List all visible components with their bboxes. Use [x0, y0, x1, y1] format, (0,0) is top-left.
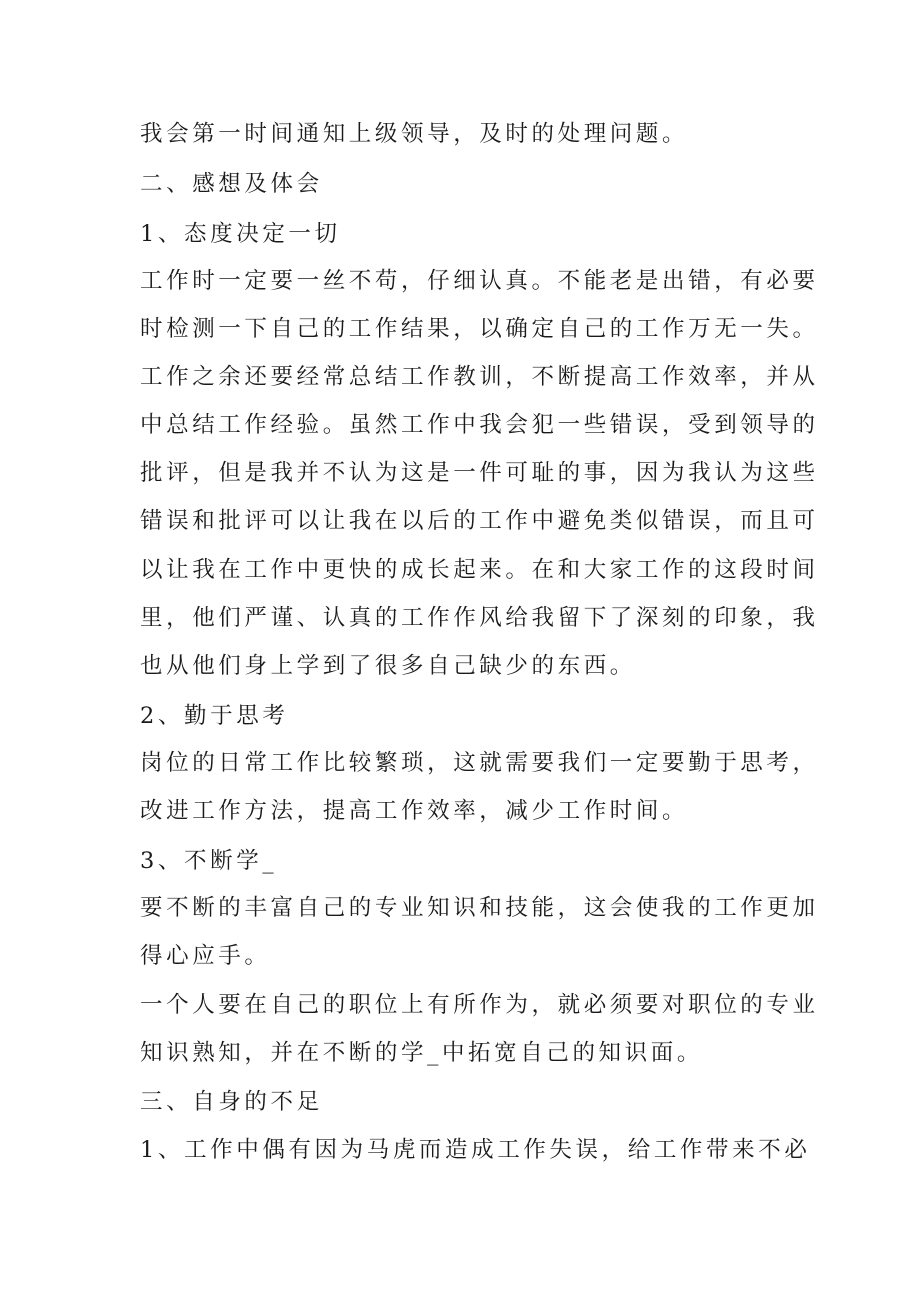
text-line: 也从他们身上学到了很多自己缺少的东西。 — [140, 653, 636, 679]
text-line: 中总结工作经验。虽然工作中我会犯一些错误，受到领导的 — [140, 412, 819, 438]
section-heading: 三、自身的不足 — [140, 1089, 323, 1115]
text-line: 我会第一时间通知上级领导，及时的处理问题。 — [140, 121, 689, 147]
text-line: 岗位的日常工作比较繁琐，这就需要我们一定要勤于思考， — [140, 750, 819, 776]
text-line: 一个人要在自己的职位上有所作为，就必须要对职位的专业 — [140, 992, 819, 1018]
subsection-heading: 3、不断学_ — [140, 848, 278, 874]
text-line: 时检测一下自己的工作结果，以确定自己的工作万无一失。 — [140, 316, 819, 342]
section-heading: 二、感想及体会 — [140, 171, 323, 197]
subsection-heading: 2、勤于思考 — [140, 703, 289, 729]
text-line: 知识熟知，并在不断的学_中拓宽自己的知识面。 — [140, 1040, 703, 1066]
subsection-heading: 1、态度决定一切 — [140, 221, 341, 247]
text-line: 里，他们严谨、认真的工作作风给我留下了深刻的印象，我 — [140, 605, 819, 631]
text-line: 工作之余还要经常总结工作教训，不断提高工作效率，并从 — [140, 364, 819, 390]
text-line: 得心应手。 — [140, 943, 271, 969]
text-line: 要不断的丰富自己的专业知识和技能，这会使我的工作更加 — [140, 895, 819, 921]
text-line: 批评，但是我并不认为这是一件可耻的事，因为我认为这些 — [140, 460, 819, 486]
text-line: 错误和批评可以让我在以后的工作中避免类似错误，而且可 — [140, 508, 819, 534]
text-line: 1、工作中偶有因为马虎而造成工作失误，给工作带来不必 — [140, 1137, 811, 1163]
text-line: 以让我在工作中更快的成长起来。在和大家工作的这段时间 — [140, 557, 819, 583]
text-line: 改进工作方法，提高工作效率，减少工作时间。 — [140, 798, 689, 824]
text-line: 工作时一定要一丝不苟，仔细认真。不能老是出错，有必要 — [140, 268, 819, 294]
